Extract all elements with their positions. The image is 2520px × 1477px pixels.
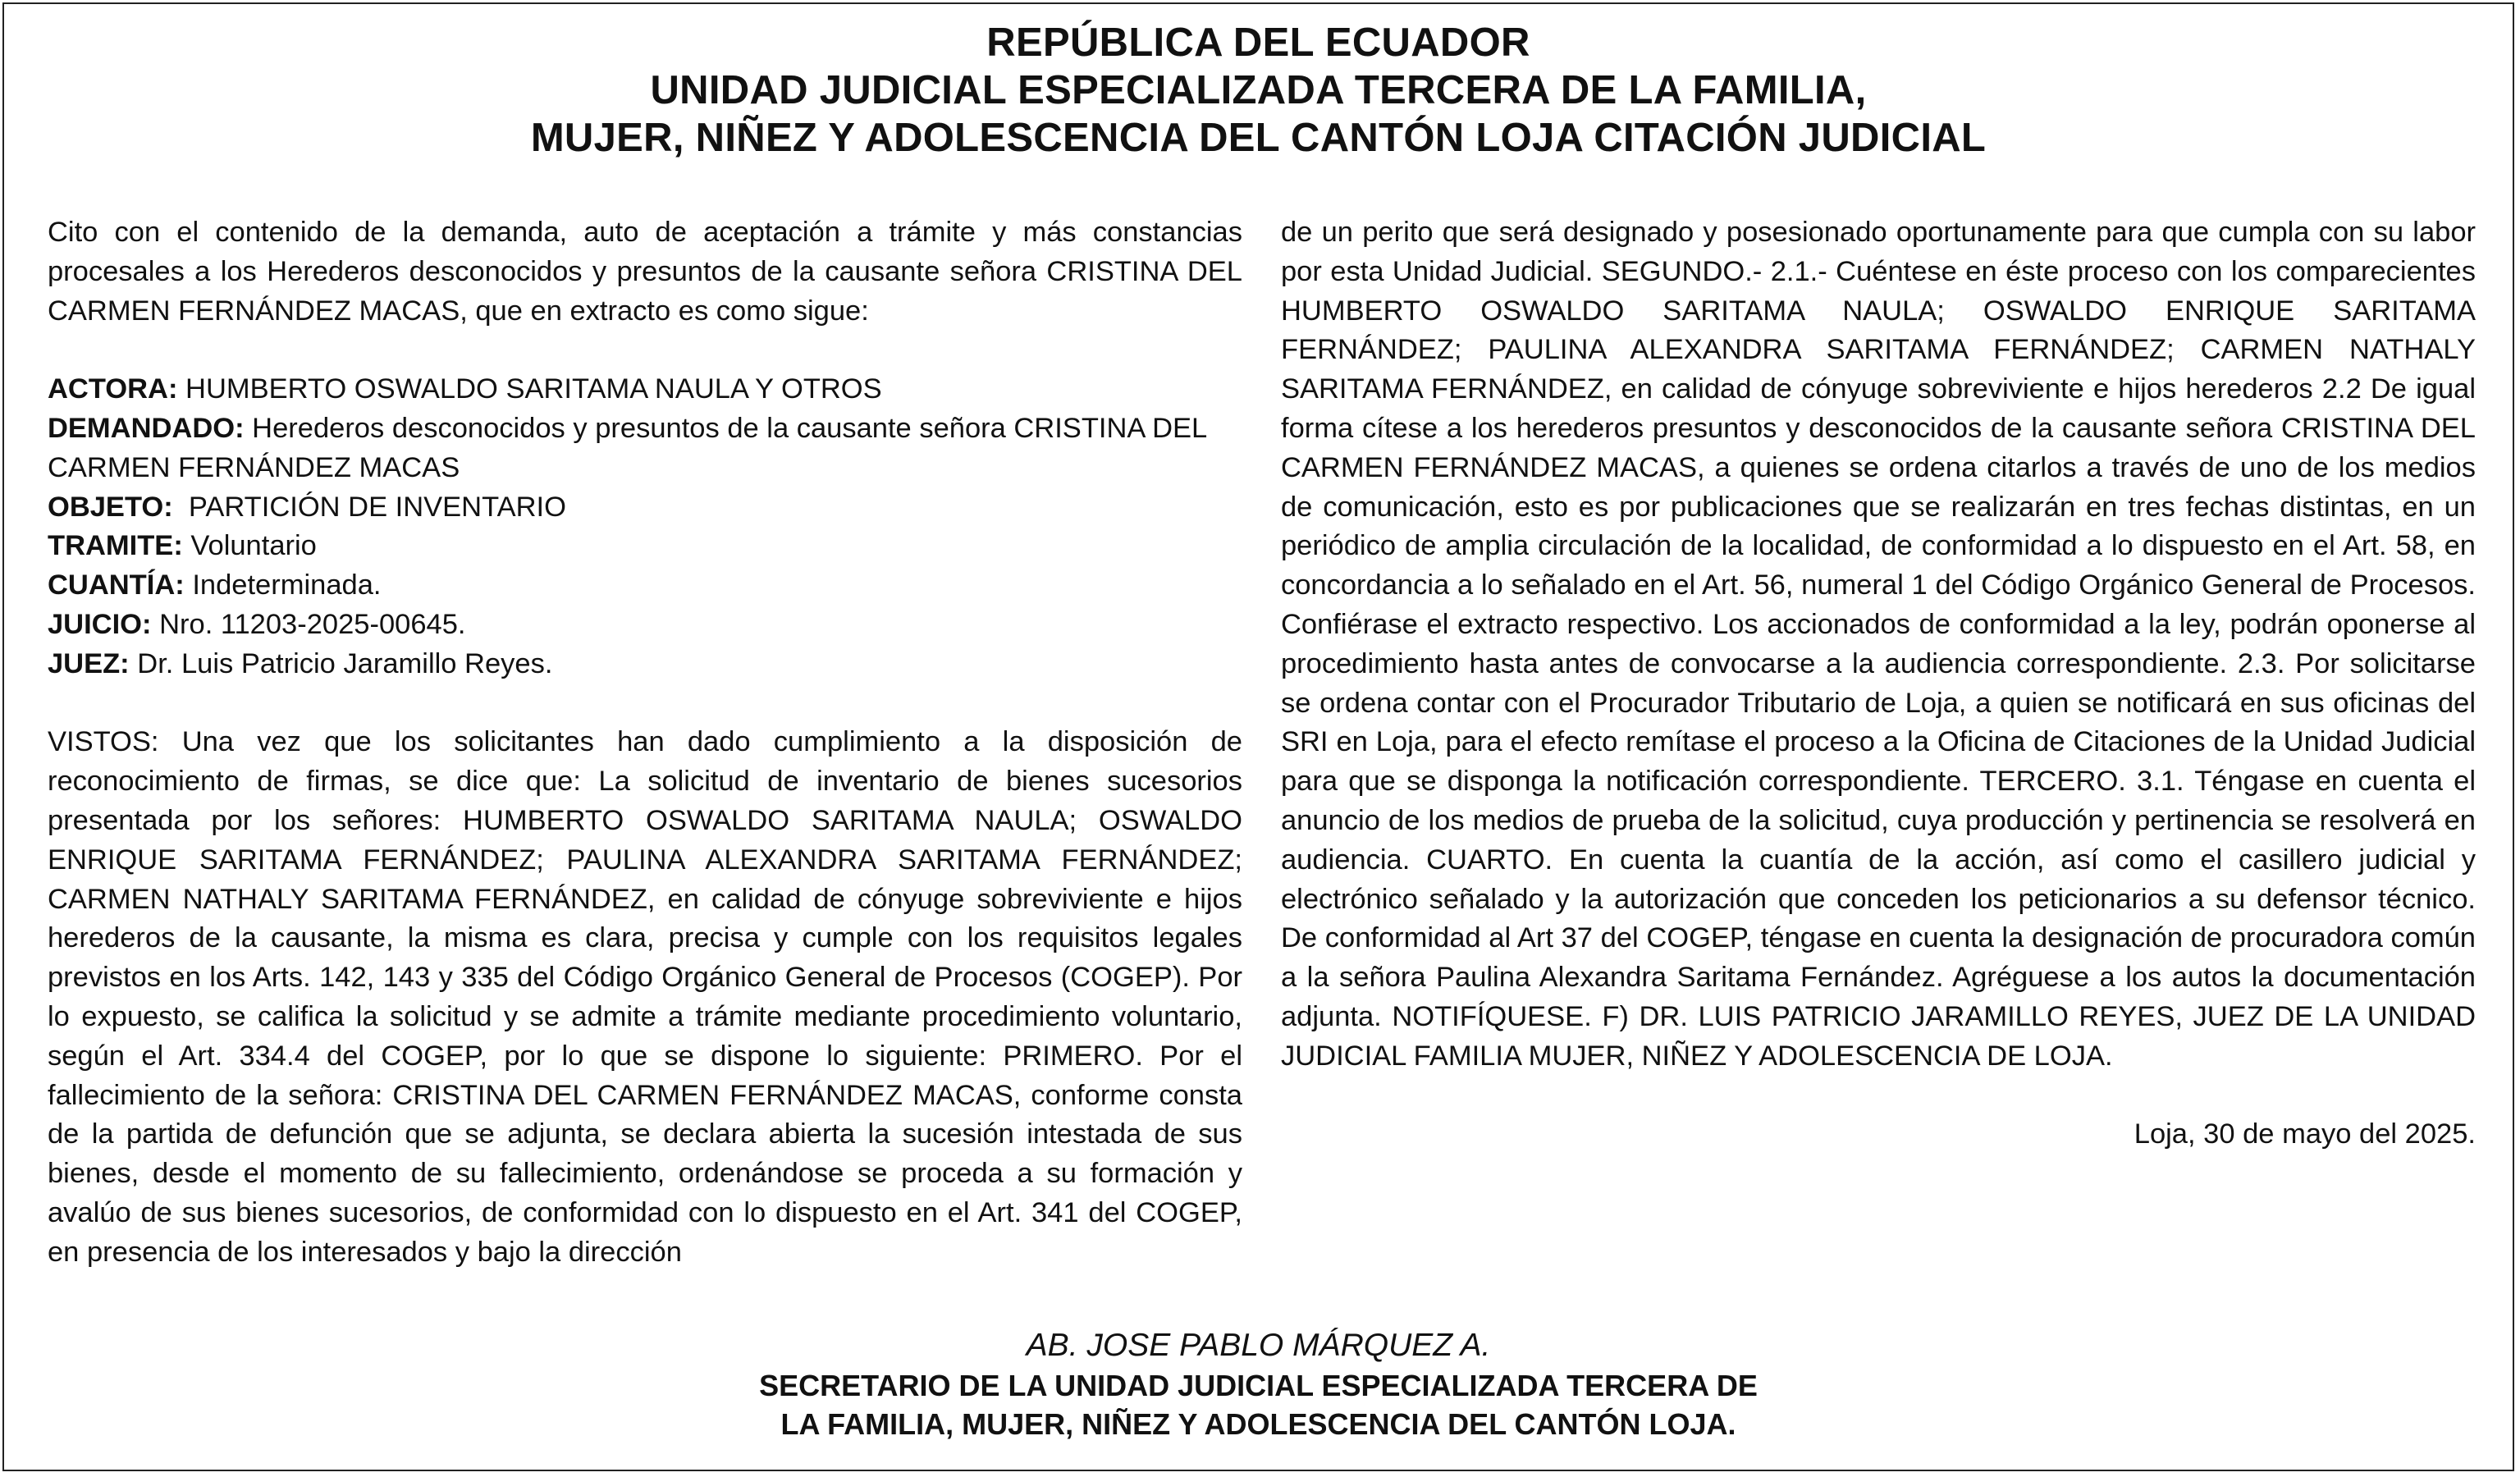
field-value: Dr. Luis Patricio Jaramillo Reyes. xyxy=(129,647,553,679)
field-value: Nro. 11203-2025-00645. xyxy=(151,608,466,640)
header-line-1: REPÚBLICA DEL ECUADOR xyxy=(986,21,1530,65)
citation-notice xyxy=(2,2,2514,1471)
field-label: ACTORA: xyxy=(48,373,178,405)
field-value: Herederos desconocidos y presuntos de la causante señora CRISTINA DEL CARMEN FERNÁNDEZ MACAS xyxy=(48,412,1206,483)
case-fields xyxy=(48,370,1242,684)
notice-date: Loja, 30 de mayo del 2025. xyxy=(2134,1118,2476,1150)
field-value: Indeterminada. xyxy=(184,569,382,601)
field-demandado xyxy=(48,409,1242,488)
body-right-paragraph: de un perito que será designado y posesionado oportunamente para que cumpla con su labor por esta Unidad Judicial. SEGUNDO.- 2.1.- Cuéntese en éste proceso con los comparecientes HUMBERTO OSWALDO SARITAMA NAULA; OSWALDO ENRIQUE SARITAMA FERNÁNDEZ; PAULINA ALEXANDRA SARITAMA FERNÁNDEZ; CARMEN NATHALY SARITAMA FERNÁNDEZ, en calidad de cónyuge sobreviviente e hijos herederos 2.2 De igual forma cítese a los herederos presuntos y desconocidos de la causante señora CRISTINA DEL CARMEN FERNÁNDEZ MACAS, a quienes se ordena citarlos a través de uno de los medios de comunicación, esto es por publicaciones que se realizarán en tres fechas distintas, en un periódico de amplia circulación de la localidad, de conformidad a lo dispuesto en el Art. 58, en concordancia a lo señalado en el Art. 56, numeral 1 del Código Orgánico General de Procesos. Confiérase el extracto respectivo. Los accionados de conformidad a la ley, podrán oponerse al procedimiento hasta antes de convocarse a la audiencia correspondiente. 2.3. Por solicitarse se ordena contar con el Procurador Tributario de Loja, a quien se notificará en sus oficinas del SRI en Loja, para el efecto remítase el proceso a la Oficina de Citaciones de la Unidad Judicial para que se disponga la notificación correspondiente. TERCERO. 3.1. Téngase en cuenta el anuncio de los medios de prueba de la solicitud, cuya producción y pertinencia se resolverá en audiencia. CUARTO. En cuenta la cuantía de la acción, así como el casillero judicial y electrónico señalado y la autorización que conceden los peticionarios a su defensor técnico. De conformidad al Art 37 del COGEP, téngase en cuenta la designación de procuradora común a la señora Paulina Alexandra Saritama Fernández. Agréguese a los autos la documentación adjunta. NOTIFÍQUESE. F) DR. LUIS PATRICIO JARAMILLO REYES, JUEZ DE LA UNIDAD JUDICIAL FAMILIA MUJER, NIÑEZ Y ADOLESCENCIA DE LOJA. xyxy=(1281,217,2476,1072)
header-line-3: MUJER, NIÑEZ Y ADOLESCENCIA DEL CANTÓN LOJA CITACIÓN JUDICIAL xyxy=(530,116,1987,160)
signatory-name: AB. JOSE PABLO MÁRQUEZ A. xyxy=(1026,1328,1491,1363)
field-actora xyxy=(48,370,1242,409)
body-left-paragraph: VISTOS: Una vez que los solicitantes han dado cumplimiento a la disposición de reconocimiento de firmas, se dice que: La solicitud de inventario de bienes sucesorios presentada por los señores: HUMBERTO OSWALDO SARITAMA NAULA; OSWALDO ENRIQUE SARITAMA FERNÁNDEZ; PAULINA ALEXANDRA SARITAMA FERNÁNDEZ; CARMEN NATHALY SARITAMA FERNÁNDEZ, en calidad de cónyuge sobreviviente e hijos herederos de la causante, la misma es clara, precisa y cumple con los requisitos legales previstos en los Arts. 142, 143 y 335 del Código Orgánico General de Procesos (COGEP). Por lo expuesto, se califica la solicitud y se admite a trámite mediante procedimiento voluntario, según el Art. 334.4 del COGEP, por lo que se dispone lo siguiente: PRIMERO. Por el fallecimiento de la señora: CRISTINA DEL CARMEN FERNÁNDEZ MACAS, conforme consta de la partida de defunción que se adjunta, se declara abierta la sucesión intestada de sus bienes, desde el momento de su fallecimiento, ordenándose se proceda a su formación y avalúo de sus bienes sucesorios, de conformidad con lo dispuesto en el Art. 341 del COGEP, en presencia de los interesados y bajo la dirección xyxy=(48,726,1242,1268)
field-value: HUMBERTO OSWALDO SARITAMA NAULA Y OTROS xyxy=(177,373,882,405)
field-objeto xyxy=(48,488,1242,528)
field-tramite xyxy=(48,527,1242,566)
signatory-title-line-2: LA FAMILIA, MUJER, NIÑEZ Y ADOLESCENCIA DEL CANTÓN LOJA. xyxy=(780,1407,1736,1441)
field-label: TRAMITE: xyxy=(48,530,183,562)
field-juicio xyxy=(48,606,1242,645)
field-label: DEMANDADO: xyxy=(48,412,245,444)
notice-header xyxy=(4,19,2513,162)
field-cuantia xyxy=(48,566,1242,606)
left-column xyxy=(48,213,1242,1273)
header-line-2: UNIDAD JUDICIAL ESPECIALIZADA TERCERA DE LA FAMILIA, xyxy=(650,68,1867,112)
field-value: PARTICIÓN DE INVENTARIO xyxy=(172,491,566,523)
field-label: JUICIO: xyxy=(48,608,152,640)
field-juez xyxy=(48,645,1242,684)
field-label: OBJETO: xyxy=(48,491,173,523)
signatory-title-line-1: SECRETARIO DE LA UNIDAD JUDICIAL ESPECIALIZADA TERCERA DE xyxy=(759,1369,1758,1402)
field-label: CUANTÍA: xyxy=(48,569,185,601)
right-column xyxy=(1281,213,2476,1155)
field-value: Voluntario xyxy=(182,530,317,562)
intro-paragraph: Cito con el contenido de la demanda, auto de aceptación a trámite y más constancias procesales a los Herederos desconocidos y presuntos de la causante señora CRISTINA DEL CARMEN FERNÁNDEZ MACAS, que en extracto es como sigue: xyxy=(48,217,1242,327)
signature-block xyxy=(4,1325,2513,1443)
field-label: JUEZ: xyxy=(48,647,130,679)
